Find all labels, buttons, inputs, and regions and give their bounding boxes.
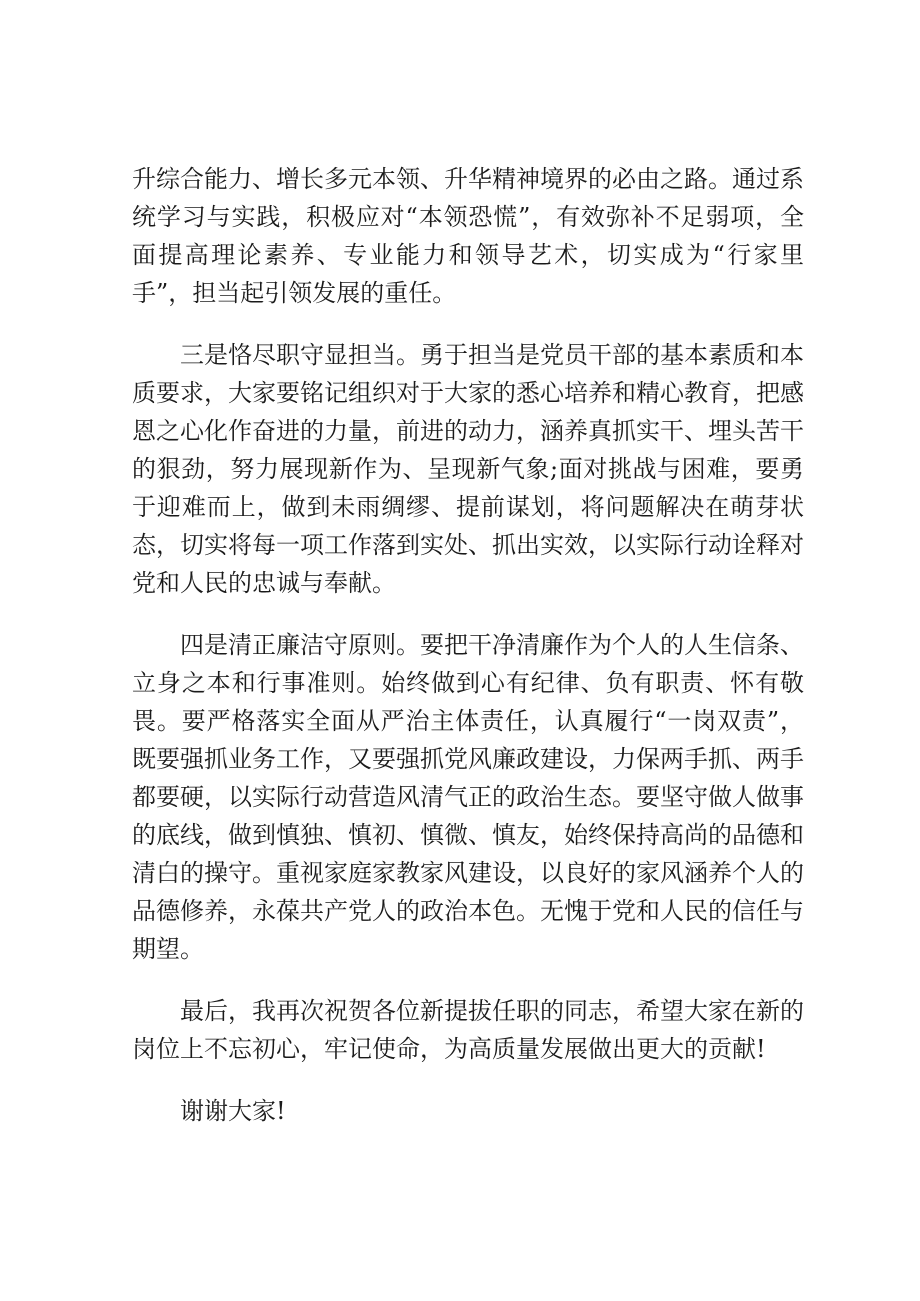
paragraph-conclusion: 最后，我再次祝贺各位新提拔任职的同志，希望大家在新的岗位上不忘初心，牢记使命，为高质量发展做出更大的贡献! — [132, 997, 804, 1063]
paragraph-continuation: 升综合能力、增长多元本领、升华精神境界的必由之路。通过系统学习与实践，积极应对“本领恐慌”，有效弥补不足弱项，全面提高理论素养、专业能力和领导艺术，切实成为“行家里手”，担当起引领发展的重任。 — [132, 165, 804, 307]
paragraph-thanks: 谢谢大家! — [180, 1097, 286, 1125]
document-body — [132, 160, 804, 1154]
paragraph-point-four: 四是清正廉洁守原则。要把干净清廉作为个人的人生信条、立身之本和行事准则。始终做到心有纪律、负有职责、怀有敬畏。要严格落实全面从严治主体责任，认真履行“一岗双责”，既要强抓业务工作，又要强抓党风廉政建设，力保两手抓、两手都要硬，以实际行动营造风清气正的政治生态。要坚守做人做事的底线，做到慎独、慎初、慎微、慎友，始终保持高尚的品德和清白的操守。重视家庭家教家风建设，以良好的家风涵养个人的品德修养，永葆共产党人的政治本色。无愧于党和人民的信任与期望。 — [132, 631, 804, 963]
paragraph-point-three: 三是恪尽职守显担当。勇于担当是党员干部的基本素质和本质要求，大家要铭记组织对于大家的悉心培养和精心教育，把感恩之心化作奋进的力量，前进的动力，涵养真抓实干、埋头苦干的狠劲，努力展现新作为、呈现新气象;面对挑战与困难，要勇于迎难而上，做到未雨绸缪、提前谋划，将问题解决在萌芽状态，切实将每一项工作落到实处、抓出实效，以实际行动诠释对党和人民的忠诚与奉献。 — [132, 341, 804, 597]
